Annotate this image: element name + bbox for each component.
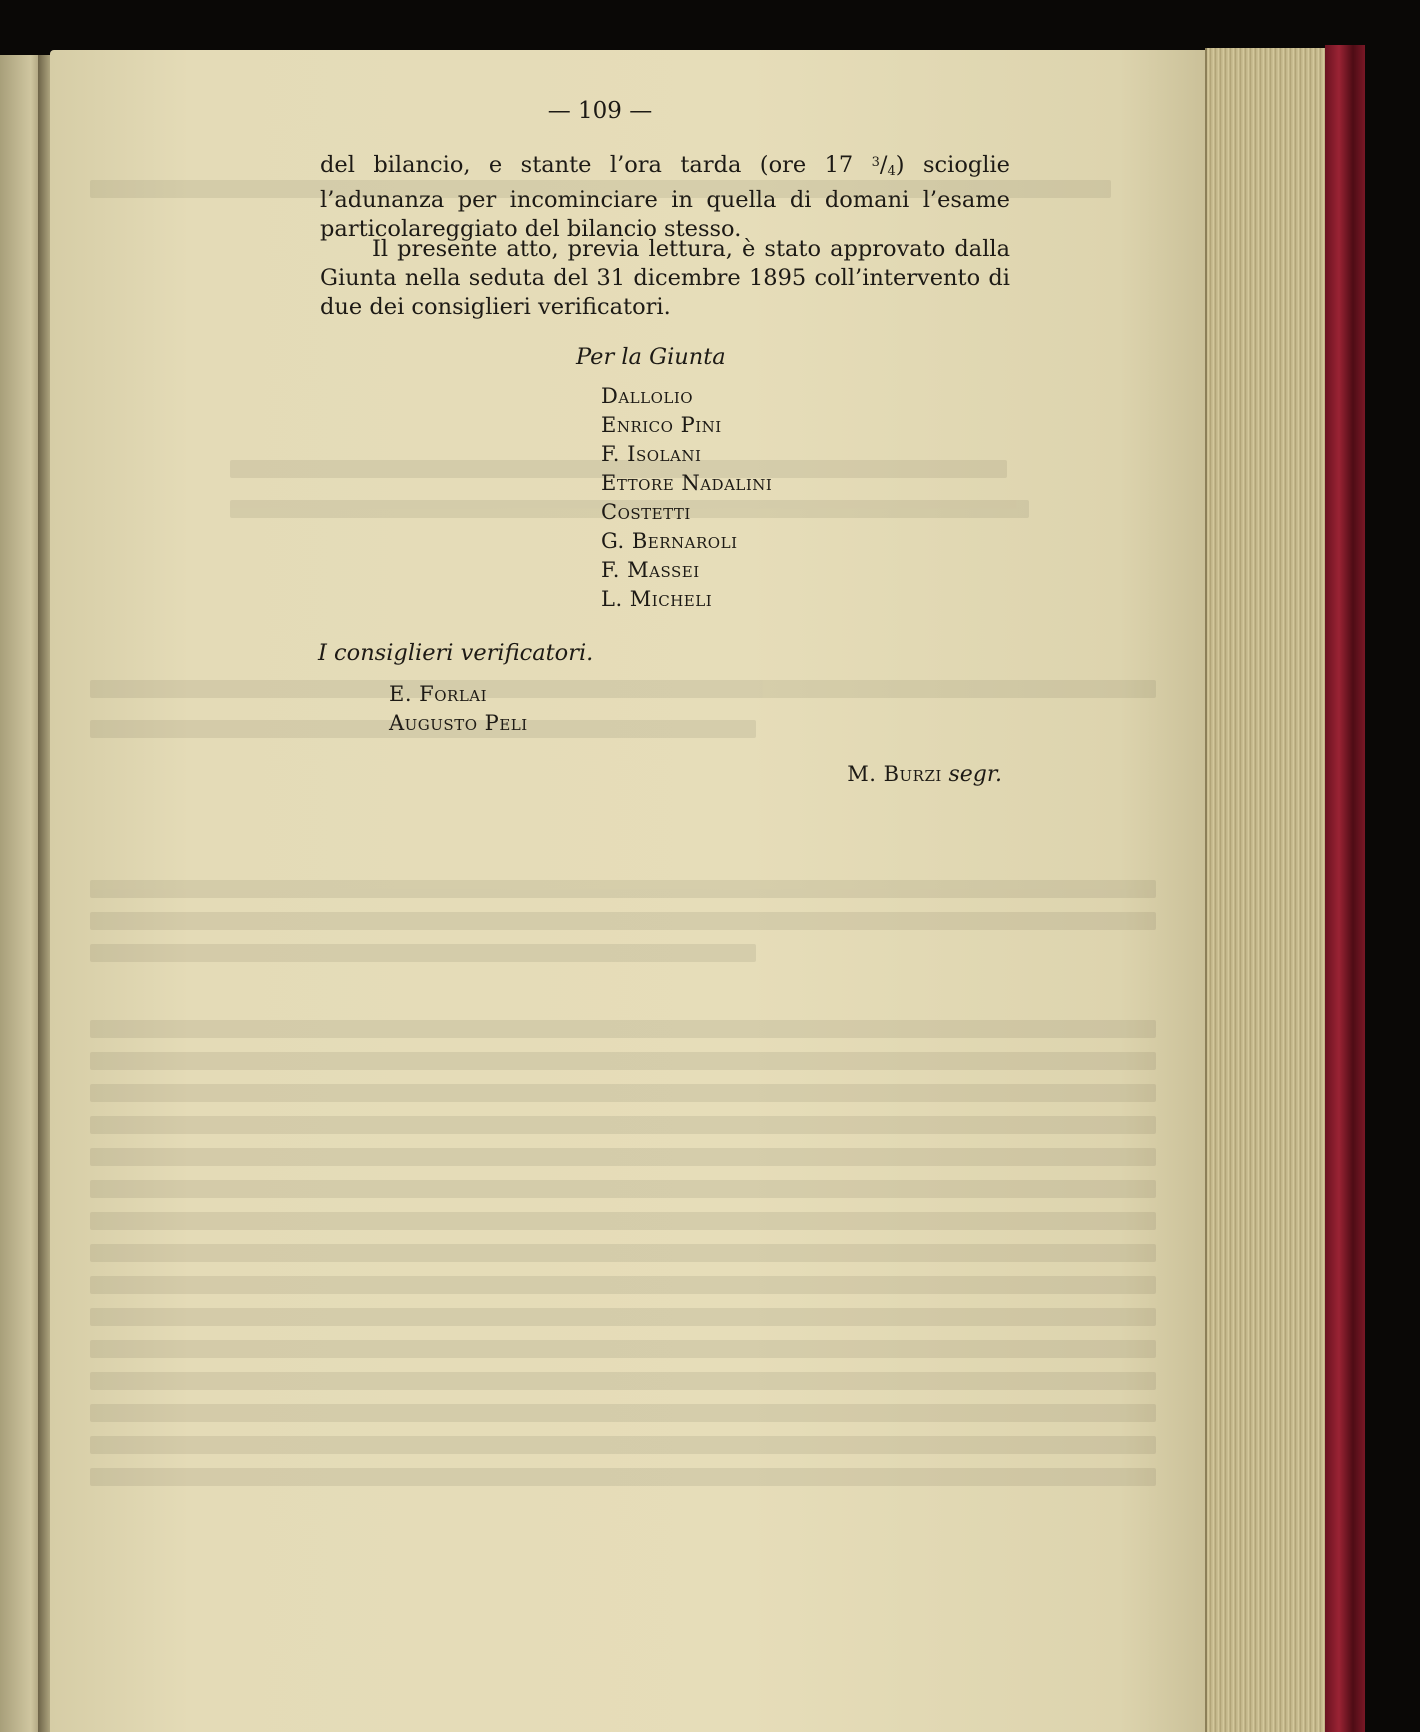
giunta-member: Costetti: [601, 500, 691, 524]
secretary-name: M. Burzi: [847, 762, 942, 786]
secretary-title: segr.: [948, 762, 1002, 787]
verificatori-heading: I consiglieri verificatori.: [318, 640, 594, 666]
giunta-member: Dallolio: [601, 384, 694, 408]
fraction-denominator: 4: [887, 164, 896, 179]
paragraph1-text-before: del bilancio, e stante l’ora tarda (ore 17: [320, 152, 872, 178]
giunta-members-list: [601, 382, 772, 614]
red-cover-edge: [1325, 45, 1365, 1732]
giunta-member: F. Massei: [601, 558, 700, 582]
giunta-member: Ettore Nadalini: [601, 471, 773, 495]
verificatore-name: E. Forlai: [389, 682, 488, 706]
approval-paragraph: Il presente atto, previa lettura, è stato approvato dalla Giunta nella seduta del 31 dicembre 1895 coll’intervento di due dei consiglieri verificatori.: [320, 236, 1010, 320]
per-la-giunta-heading: Per la Giunta: [576, 344, 726, 370]
fraction-numerator: 3: [871, 155, 880, 170]
verificatore-name: Augusto Peli: [389, 711, 528, 735]
giunta-member: F. Isolani: [601, 442, 702, 466]
fraction-slash: /: [879, 152, 888, 178]
giunta-member: Enrico Pini: [601, 413, 722, 437]
secretary-signature: [790, 762, 1002, 787]
giunta-member: L. Micheli: [601, 587, 713, 611]
verificatori-list: [389, 680, 528, 738]
giunta-member: G. Bernaroli: [601, 529, 738, 553]
closing-paragraph: [320, 148, 1010, 244]
page-number: — 109 —: [547, 98, 653, 124]
page-block-edges: [1205, 48, 1332, 1732]
paragraph1-text-after: ) scioglie l’adunanza per incominciare in quella di domani l’esame particolareggiato del bilancio stesso.: [320, 152, 1010, 242]
